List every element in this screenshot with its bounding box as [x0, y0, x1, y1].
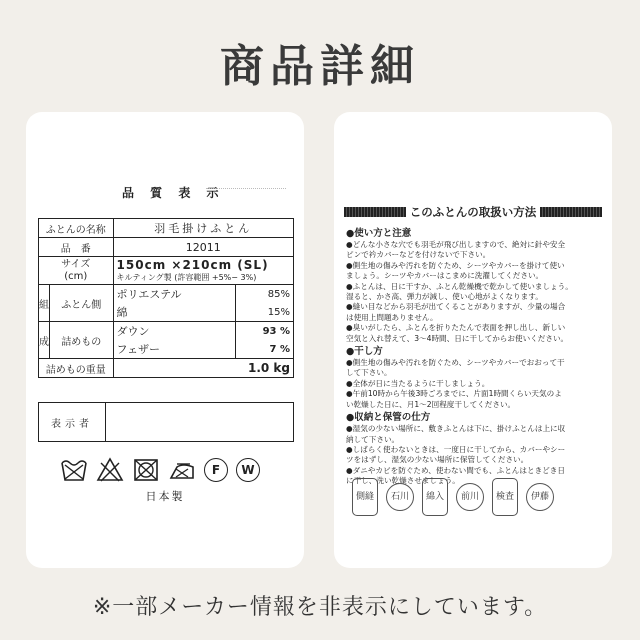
instruction-line: ●側生地の傷みや汚れを防ぐため、シーツやカバーを掛けて使い — [346, 260, 565, 270]
side-item-pct: 85% — [235, 285, 293, 304]
made-in-label: 日本製 — [145, 490, 185, 503]
footer-note: ※一部メーカー情報を非表示にしています。 — [92, 595, 548, 620]
instruction-line: 納して下さい。 — [346, 434, 400, 444]
side-label: ふとん側 — [50, 285, 114, 322]
instruction-line: に干し、洗い乾燥させましょう。 — [346, 476, 460, 486]
instruction-line: して下さい。 — [346, 368, 392, 378]
side-item-name: 綿 — [113, 303, 235, 322]
no-tumble-dry-icon — [132, 457, 160, 483]
inspection-stamp: 前川 — [456, 483, 484, 511]
size-unit-label: (cm) — [64, 270, 88, 282]
group-label-2: 成 — [39, 322, 50, 359]
side-item-pct: 15% — [235, 303, 293, 322]
group-label-1: 組 — [39, 285, 50, 322]
inspection-stamp: 側縫 — [352, 478, 378, 516]
table-row — [39, 403, 294, 442]
page-title: 商品詳細 — [220, 41, 420, 92]
instruction-line: ●全体が日に当たるように干しましょう。 — [346, 378, 490, 388]
instruction-line: ●湿気の少ない場所に、敷きふとんは下に、掛けふとんは上に収 — [346, 424, 566, 434]
inspection-stamps — [352, 478, 598, 518]
inspection-stamp: 検査 — [492, 478, 518, 516]
instruction-line: ●ダニやカビを防ぐため、使わない間でも、ふとんはときどき日 — [346, 465, 565, 475]
iron-icon — [168, 457, 196, 483]
fill-label: 詰めもの — [50, 322, 114, 359]
inspection-stamp: 石川 — [386, 483, 414, 511]
fill-item-pct: 93 % — [235, 322, 293, 341]
instruction-line: ●午前10時から午後3時ごろまでに、片面1時間くらい天気のよ — [346, 389, 562, 399]
title-bar-left — [344, 207, 406, 217]
instruction-line: ●側生地の傷みや汚れを防ぐため、シーツやカバーでおおって干 — [346, 358, 565, 368]
section-heading: ●収納と保管の仕方 — [346, 412, 431, 424]
quality-label-heading: 品 質 表 示 — [122, 186, 225, 200]
display-table — [38, 402, 294, 442]
fill-item-name: フェザー — [113, 340, 235, 359]
inspection-stamp: 綿入 — [422, 478, 448, 516]
size-note: キルティング製 (許容範囲 +5%− 3%) — [116, 273, 257, 282]
fill-item-pct: 7 % — [235, 340, 293, 359]
no-bleach-icon — [96, 457, 124, 483]
size-label: サイズ — [61, 258, 91, 270]
display-label: 表示者 — [39, 403, 106, 442]
size-value-cell — [113, 257, 293, 285]
weight-label: 詰めもの重量 — [39, 359, 114, 378]
handling-title-bar — [344, 202, 602, 222]
instruction-line: い乾燥した日に、月1〜2回程度干してください。 — [346, 399, 516, 409]
dry-clean-f-icon: F — [204, 458, 228, 482]
side-item-name: ポリエステル — [113, 285, 235, 304]
section-heading: ●干し方 — [346, 346, 383, 358]
table-row — [39, 322, 294, 341]
instruction-line: ●しばらく使わないときは、一度日に干してから、カバーやシー — [346, 444, 566, 454]
fill-item-name: ダウン — [113, 322, 235, 341]
handling-title: このふとんの取扱い方法 — [409, 205, 537, 219]
name-label: ふとんの名称 — [39, 219, 114, 238]
handling-label-card — [334, 112, 612, 568]
table-row — [39, 359, 294, 378]
size-value: 150cm ×210cm (SL) — [116, 258, 269, 272]
instruction-line: ●どんな小さな穴でも羽毛が飛び出しますので、絶対に針や安全 — [346, 240, 566, 249]
instruction-line: ●縫い目などから羽毛が出てくることがありますが、少量の場合 — [346, 302, 566, 312]
instruction-line: ましょう。シーツやカバーはこまめに洗濯してください。 — [346, 271, 544, 281]
inspection-stamp: 伊藤 — [526, 483, 554, 511]
care-symbols — [60, 454, 280, 486]
title-bar-right — [540, 207, 602, 217]
display-value-empty — [106, 403, 294, 442]
number-label: 品 番 — [39, 238, 114, 257]
table-row — [39, 219, 294, 238]
instruction-line: ●ふとんは、日に干すか、ふとん乾燥機で乾かして使いましょう。 — [346, 281, 573, 291]
quality-label-card — [26, 112, 304, 568]
heading-smudge — [206, 188, 286, 197]
table-row — [39, 238, 294, 257]
wash-tub-icon — [60, 457, 88, 483]
instruction-line: ツをはずし、湿気の少ない場所に保管してください。 — [346, 455, 529, 465]
table-row — [39, 285, 294, 304]
instruction-line: ピンで衿カバーなどを付けないで下さい。 — [346, 250, 491, 260]
instruction-line: ●臭いがしたら、ふとんを折りたたんで表面を押し出し、新しい — [346, 323, 566, 333]
quality-table — [38, 218, 294, 378]
wet-clean-w-icon: W — [236, 458, 260, 482]
instruction-line: 空気と入れ替えて、3〜4時間、日に干してからお使いください。 — [346, 333, 569, 343]
table-row — [39, 257, 294, 285]
handling-body — [346, 226, 604, 487]
weight-value: 1.0 kg — [113, 359, 293, 378]
number-value: 12011 — [113, 238, 293, 257]
size-label-cell — [39, 257, 114, 285]
instruction-line: は使用上問題ありません。 — [346, 312, 438, 322]
section-heading: ●使い方と注意 — [346, 228, 412, 239]
instruction-line: 湿ると、かさ高、弾力が減し、使い心地がよくなります。 — [346, 292, 543, 302]
name-value: 羽毛掛けふとん — [113, 219, 293, 238]
